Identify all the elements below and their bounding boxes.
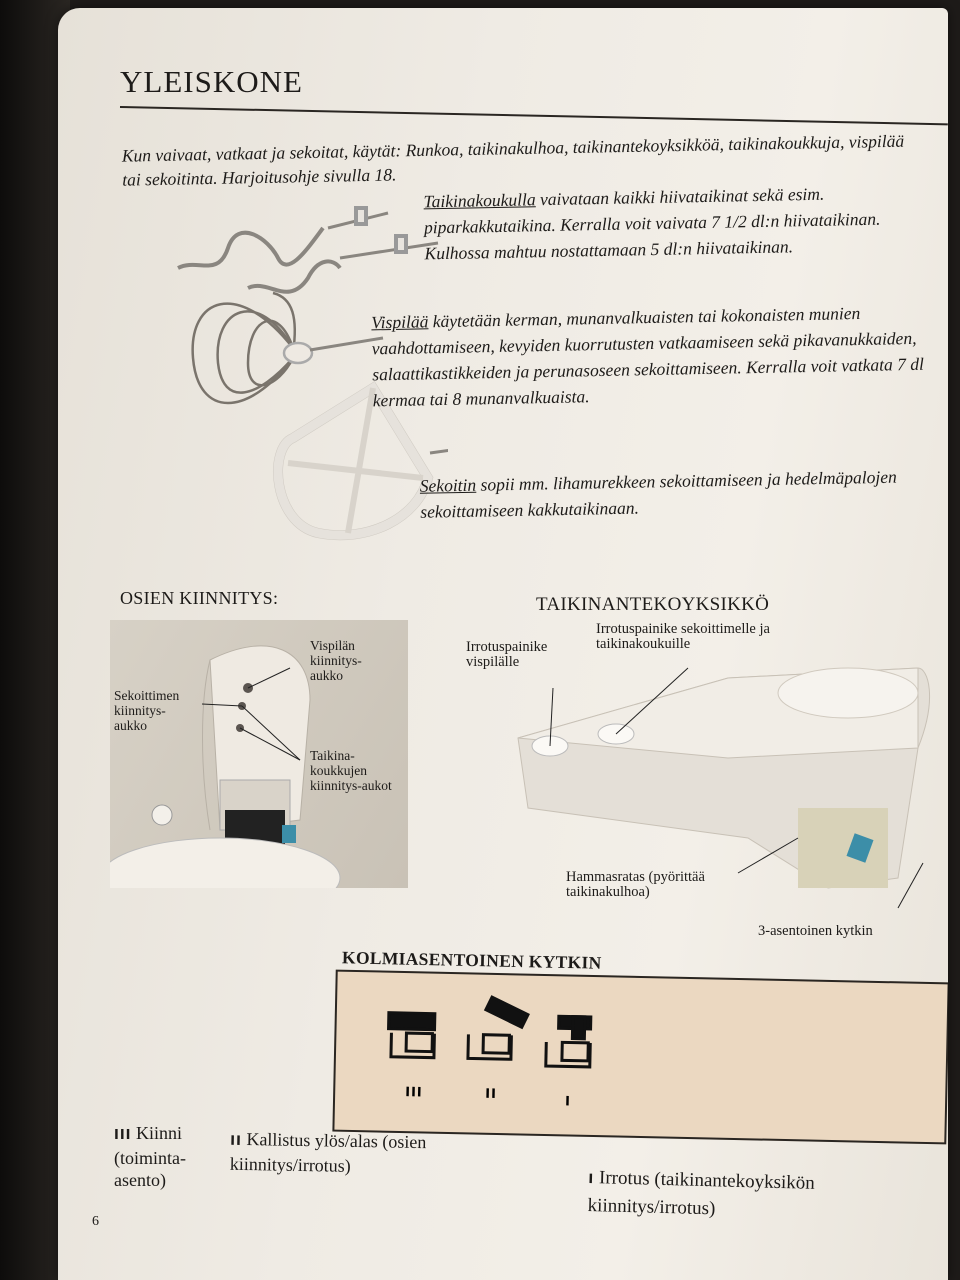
label-hook-holes: Taikina-koukkujen kiinnitys-aukot: [310, 748, 392, 793]
dough-hook-text: Taikinakoukulla vaivataan kaikki hiivataikinat sekä esim. piparkakkutaikina. Kerralla voit vaivata 7 1/2 dl:n hiivataikinan. Kulhossa mahtuu nostattamaan 5 dl:n hiivataikinan.: [423, 183, 881, 264]
whisk-icon: [193, 293, 383, 403]
position-1-icon: [546, 1016, 591, 1067]
page-number: 6: [92, 1214, 99, 1229]
switch-positions-diagram: [334, 972, 947, 1143]
intro-text: Kun vaivaat, vatkaat ja sekoitat, käytät: Runkoa, taikinakulhoa, taikinantekoyksikköä, taikinakoukkuja, vispilää tai sekoitinta. Harjoitusohje sivulla 18.: [121, 130, 905, 190]
position-3-icon: [388, 1013, 435, 1058]
legend-position-3: III Kiinni (toiminta-asento): [114, 1123, 186, 1190]
page-title: YLEISKONE: [120, 64, 303, 99]
label-gear: Hammasratas (pyörittää taikinakulhoa): [566, 869, 705, 900]
whisk-text: Vispilää käytetään kerman, munanvalkuaisten tai kokonaisten munien vaahdottamiseen, kevyiden kuorrutusten vatkaamiseen sekä pikavanukkaiden, salaattikastikkeiden ja perunasoseen sekoittamiseen. Kerralla voit vatkata 7 dl kermaa tai 8 munanvalkuaista.: [371, 302, 925, 411]
legend-position-1: I Irrotus (taikinantekoyksikön kiinnitys/irrotus): [587, 1167, 816, 1220]
unit-heading: TAIKINANTEKOYKSIKKÖ: [536, 594, 770, 615]
roman-2: II: [485, 1086, 498, 1102]
label-whisk-hole: Vispilän kiinnitys-aukko: [310, 638, 362, 683]
label-switch: 3-asentoinen kytkin: [758, 923, 873, 939]
position-2-icon: [468, 997, 528, 1060]
roman-3: III: [405, 1085, 423, 1101]
dough-hook-icon: [178, 208, 438, 292]
label-beater-hole: Sekoittimen kiinnitys-aukko: [114, 688, 180, 733]
switch-diagram-box: [332, 970, 948, 1145]
beater-text: Sekoitin sopii mm. lihamurekkeen sekoittamiseen ja hedelmäpalojen sekoittamiseen kakkutaikinaan.: [419, 466, 897, 522]
title-rule: [120, 106, 948, 125]
attach-heading: OSIEN KIINNITYS:: [120, 588, 279, 608]
legend-position-2: II Kallistus ylös/alas (osien kiinnitys/irrotus): [229, 1129, 427, 1176]
switch-heading: KOLMIASENTOINEN KYTKIN: [341, 947, 602, 973]
label-hook-release: Irrotuspainike sekoittimelle ja taikinakoukuille: [596, 621, 770, 652]
roman-1: I: [564, 1094, 572, 1110]
label-whisk-release: Irrotuspainike vispilälle: [466, 639, 548, 670]
manual-page: [58, 8, 948, 1280]
